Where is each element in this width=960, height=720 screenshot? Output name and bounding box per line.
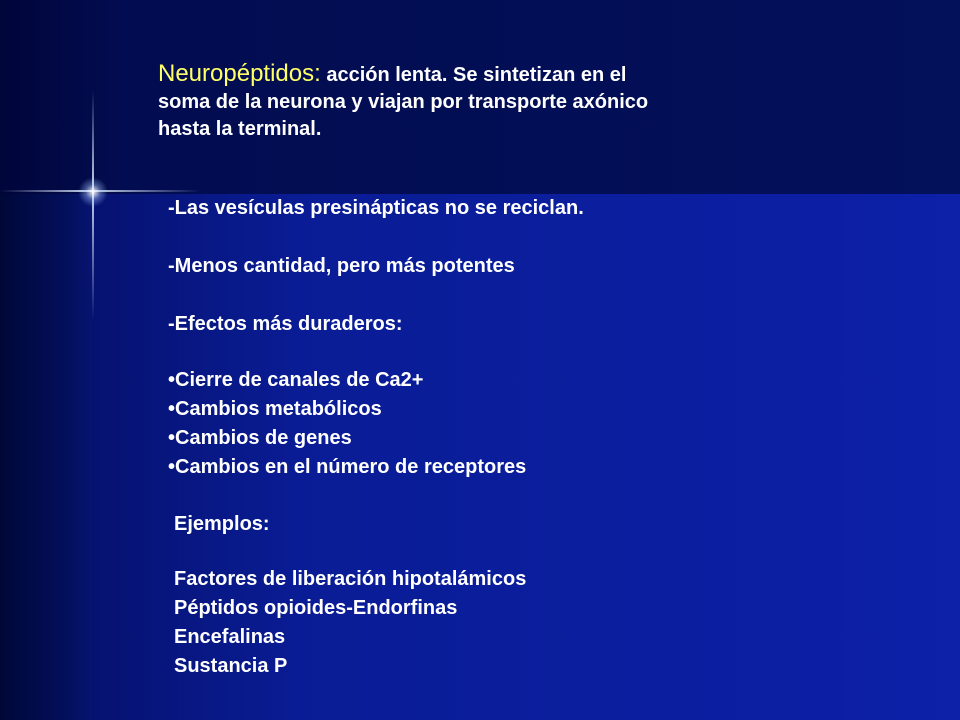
example-item: Factores de liberación hipotalámicos bbox=[174, 568, 527, 590]
left-edge-band bbox=[0, 194, 92, 720]
example-item: Encefalinas bbox=[174, 626, 286, 648]
examples-heading: Ejemplos: bbox=[174, 513, 270, 535]
bullet-item: •Cambios en el número de receptores bbox=[168, 456, 527, 478]
bullet-item: •Cambios metabólicos bbox=[168, 398, 382, 420]
intro-line-1: acción lenta. Se sintetizan en el bbox=[320, 64, 627, 86]
intro-line-3: hasta la terminal. bbox=[158, 118, 322, 140]
intro-paragraph bbox=[158, 60, 648, 143]
point-vesicles: -Las vesículas presinápticas no se reciclan. bbox=[168, 197, 584, 219]
keyword-title: Neuropéptidos: bbox=[158, 60, 321, 87]
intro-line-2: soma de la neurona y viajan por transporte axónico bbox=[158, 91, 649, 113]
bullet-item: •Cierre de canales de Ca2+ bbox=[168, 369, 424, 391]
example-item: Sustancia P bbox=[174, 655, 288, 677]
bullet-item: •Cambios de genes bbox=[168, 427, 352, 449]
example-item: Péptidos opioides-Endorfinas bbox=[174, 597, 458, 619]
point-quantity: -Menos cantidad, pero más potentes bbox=[168, 255, 515, 277]
light-flare-icon bbox=[78, 177, 108, 207]
point-effects: -Efectos más duraderos: bbox=[168, 313, 403, 335]
